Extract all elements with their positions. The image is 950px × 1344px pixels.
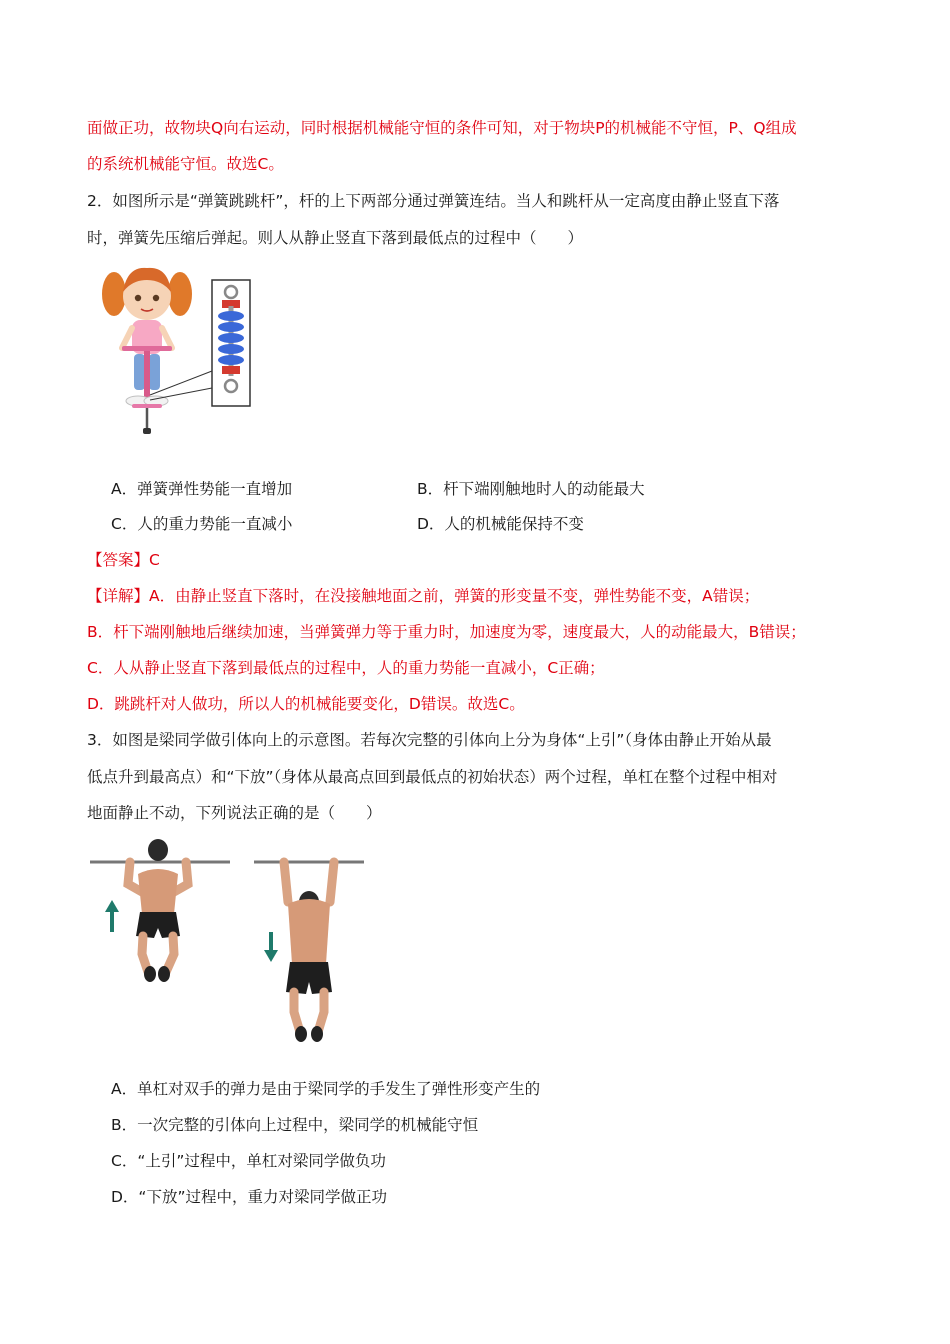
q2-stem-line-1: 2．如图所示是“弹簧跳跳杆”，杆的上下两部分通过弹簧连结。当人和跳杆从一定高度由静止竖直下落 — [87, 192, 780, 210]
q3-stem-line-2: 低点升到最高点）和“下放”（身体从最高点回到最低点的初始状态）两个过程，单杠在整个过程中相对 — [87, 768, 778, 786]
q2-option-c[interactable]: C．人的重力势能一直减小 — [111, 515, 293, 533]
girl-leg-left — [134, 354, 145, 390]
q2-explain-line-2: B．杆下端刚触地后继续加速，当弹簧弹力等于重力时，加速度为零，速度最大，人的动能最大，B错误； — [87, 623, 806, 641]
q2-explain-line-4: D．跳跳杆对人做功，所以人的机械能要变化，D错误。故选C。 — [87, 695, 525, 713]
pigtail-right — [168, 272, 192, 316]
pogo-handle — [122, 346, 172, 351]
torso-back — [138, 869, 178, 918]
prev-answer-line-2: 的系统机械能守恒。故选C。 — [87, 155, 284, 173]
q2-option-d[interactable]: D．人的机械能保持不变 — [417, 515, 584, 533]
q2-option-b[interactable]: B．杆下端刚触地时人的动能最大 — [417, 480, 645, 498]
q2-answer: 【答案】C — [87, 551, 160, 569]
pogo-footrest — [132, 404, 162, 408]
q3-option-b[interactable]: B．一次完整的引体向上过程中，梁同学的机械能守恒 — [111, 1116, 479, 1134]
q3-option-d[interactable]: D．“下放”过程中，重力对梁同学做正功 — [111, 1188, 387, 1206]
pull-up-figure — [88, 832, 368, 1044]
pigtail-left — [102, 272, 126, 316]
pogo-shaft — [144, 351, 150, 403]
q3-stem-line-1: 3．如图是梁同学做引体向上的示意图。若每次完整的引体向上分为身体“上引”（身体由静止开始从最 — [87, 731, 772, 749]
spring-icon — [218, 311, 244, 365]
pogo-stick-figure — [92, 258, 262, 440]
q3-stem-line-3: 地面静止不动，下列说法正确的是（ ） — [87, 804, 382, 822]
q3-option-c[interactable]: C．“上引”过程中，单杠对梁同学做负功 — [111, 1152, 386, 1170]
q2-explain-line-3: C．人从静止竖直下落到最低点的过程中，人的重力势能一直减小，C正确； — [87, 659, 605, 677]
q3-option-a[interactable]: A．单杠对双手的弹力是由于梁同学的手发生了弹性形变产生的 — [111, 1080, 541, 1098]
q2-explain-line-1: 【详解】A．由静止竖直下落时，在没接触地面之前，弹簧的形变量不变，弹性势能不变，A错误； — [87, 587, 760, 605]
person-pulling-up — [128, 839, 188, 982]
girl-leg-right — [149, 354, 160, 390]
q2-stem-line-2: 时，弹簧先压缩后弹起。则人从静止竖直下落到最低点的过程中（ ） — [87, 229, 584, 247]
arrow-up-icon — [105, 900, 119, 932]
prev-answer-line-1: 面做正功，故物块Q向右运动，同时根据机械能守恒的条件可知，对于物块P的机械能不守恒，P、Q组成 — [87, 119, 797, 137]
person-lowering-down — [284, 862, 334, 1042]
torso-back — [288, 899, 330, 968]
q2-option-a[interactable]: A．弹簧弹性势能一直增加 — [111, 480, 293, 498]
arrow-down-icon — [264, 932, 278, 962]
